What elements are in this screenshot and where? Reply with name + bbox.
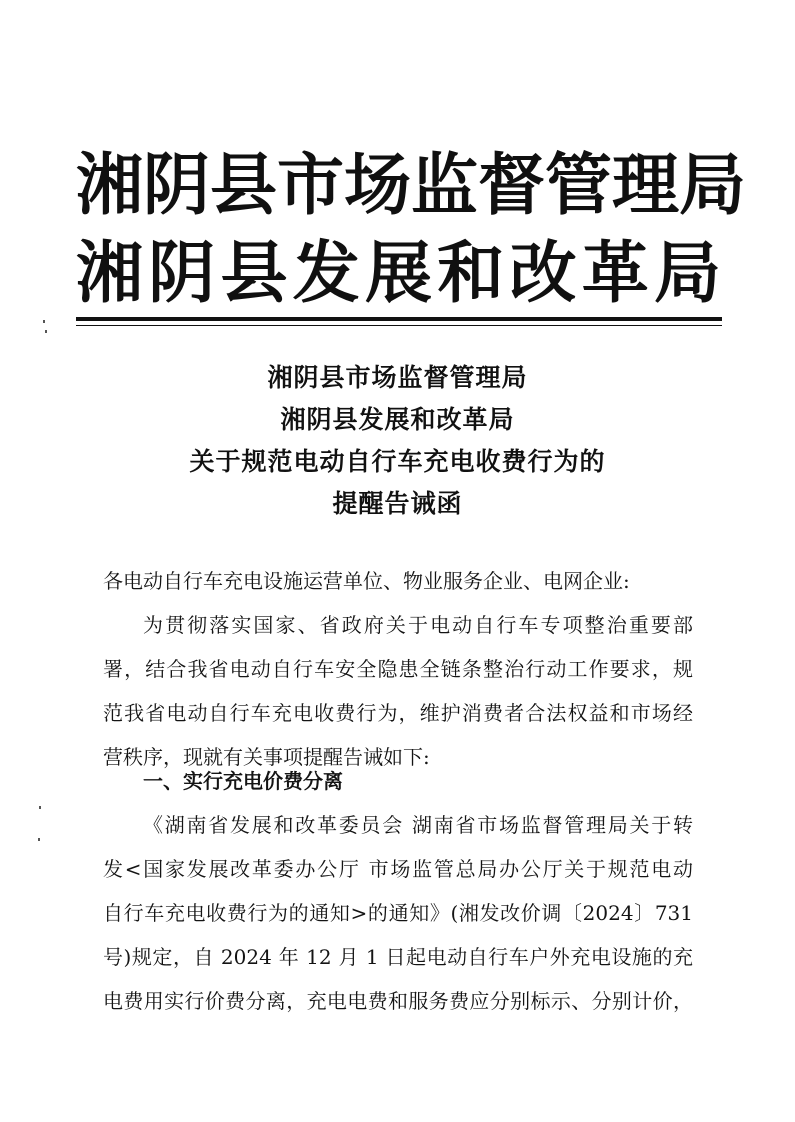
paragraph-2-line-4: 号)规定，自 2024 年 12 月 1 日起电动自行车户外充电设施的充 xyxy=(103,945,693,969)
document-body xyxy=(103,0,693,1122)
paragraph-2-line-5: 电费用实行价费分离，充电电费和服务费应分别标示、分别计价， xyxy=(103,989,693,1013)
paragraph-2-line-2: 发<国家发展改革委办公厅 市场监管总局办公厅关于规范电动 xyxy=(103,857,693,881)
paragraph-2-line-3: 自行车充电收费行为的通知>的通知》(湘发改价调〔2024〕731 xyxy=(103,901,693,925)
scan-speck xyxy=(45,330,47,333)
section-1-heading: 一、实行充电价费分离 xyxy=(143,769,343,793)
letterhead-line-2: 湘阴县发展和改革局 xyxy=(76,234,721,312)
scan-speck xyxy=(39,806,41,809)
title-line-4: 提醒告诫函 xyxy=(332,489,463,518)
paragraph-1-line-1: 为贯彻落实国家、省政府关于电动自行车专项整治重要部 xyxy=(143,613,693,637)
title-line-3: 关于规范电动自行车充电收费行为的 xyxy=(189,447,606,476)
letterhead-line-1: 湘阴县市场监督管理局 xyxy=(76,146,746,224)
paragraph-1-line-2: 署，结合我省电动自行车安全隐患全链条整治行动工作要求，规 xyxy=(103,657,693,681)
scan-speck xyxy=(43,320,45,323)
addressee: 各电动自行车充电设施运营单位、物业服务企业、电网企业: xyxy=(103,569,630,593)
scan-speck xyxy=(38,838,40,841)
title-line-1: 湘阴县市场监督管理局 xyxy=(267,363,528,392)
paragraph-1-line-3: 范我省电动自行车充电收费行为，维护消费者合法权益和市场经 xyxy=(103,701,693,725)
title-line-2: 湘阴县发展和改革局 xyxy=(280,405,515,434)
paragraph-2-line-1: 《湖南省发展和改革委员会 湖南省市场监督管理局关于转 xyxy=(143,813,693,837)
paragraph-1-line-4: 营秩序，现就有关事项提醒告诫如下: xyxy=(103,745,430,769)
